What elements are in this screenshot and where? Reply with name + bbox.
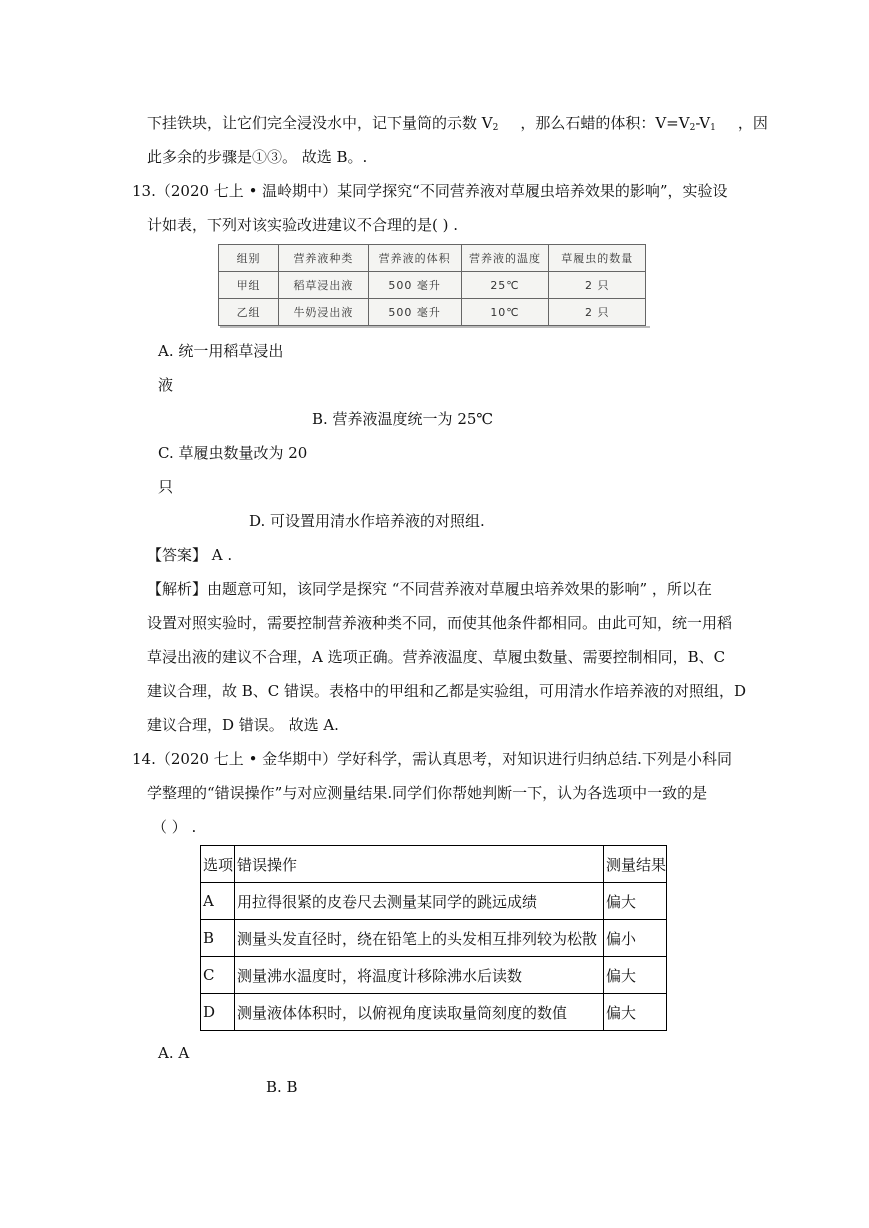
table-cell: 偏小: [603, 920, 666, 957]
option-b: B. 营养液温度统一为 25℃: [312, 410, 494, 428]
table-cell: 测量头发直径时，绕在铅笔上的头发相互排列较为松散: [234, 920, 603, 957]
table-cell: 2 只: [549, 299, 646, 326]
table-row: [201, 920, 667, 957]
table-cell: 500 毫升: [368, 272, 461, 299]
table-row: [201, 883, 667, 920]
subscript: 1: [710, 123, 716, 133]
table-cell: 500 毫升: [368, 299, 461, 326]
table-header-cell: 选项: [201, 846, 235, 883]
table-header-cell: 营养液种类: [279, 245, 369, 272]
question-14-stem: 14.（2020 七上 • 金华期中）学好科学，需认真思考，对知识进行归纳总结.下列是小科同: [132, 750, 732, 768]
question-14-stem-cont: 学整理的“错误操作”与对应测量结果.同学们你帮她判断一下，认为各选项中一致的是: [147, 784, 708, 802]
table-cell: 测量液体体积时，以俯视角度读取量筒刻度的数值: [234, 994, 603, 1031]
option-c: C. 草履虫数量改为 20: [158, 444, 308, 462]
table-header-cell: 组别: [219, 245, 279, 272]
table-header-cell: 营养液的体积: [368, 245, 461, 272]
experiment-table-image: [218, 244, 646, 326]
text-segment: -V: [695, 114, 711, 132]
table-cell: 偏大: [603, 883, 666, 920]
analysis-line: 【解析】由题意可知，该同学是探究 “不同营养液对草履虫培养效果的影响” ，所以在: [147, 580, 712, 598]
question-13-stem: 13.（2020 七上 • 温岭期中）某同学探究“不同营养液对草履虫培养效果的影响”，实验设: [132, 182, 728, 200]
analysis-line: 建议合理，D 错误。 故选 A.: [147, 716, 339, 734]
table-header-cell: 营养液的温度: [461, 245, 549, 272]
table-cell: C: [201, 957, 235, 994]
table-cell: A: [201, 883, 235, 920]
option-b: B. B: [266, 1078, 298, 1096]
analysis-line: 设置对照实验时，需要控制营养液种类不同，而使其他条件都相同。由此可知，统一用稻: [147, 614, 733, 632]
answer: 【答案】 A .: [147, 546, 233, 564]
table-header-row: [219, 245, 646, 272]
table-row: [201, 957, 667, 994]
table-header-cell: 测量结果: [603, 846, 666, 883]
analysis-line: 草浸出液的建议不合理，A 选项正确。营养液温度、草履虫数量、需要控制相同，B、C: [147, 648, 726, 666]
analysis-line: 建议合理，故 B、C 错误。表格中的甲组和乙都是实验组，可用清水作培养液的对照组，D: [147, 682, 747, 700]
option-c-cont: 只: [158, 478, 174, 496]
table-image-edge: [220, 326, 650, 328]
text-line: 此多余的步骤是①③。 故选 B。.: [147, 148, 368, 166]
table-header-row: [201, 846, 667, 883]
operation-table: [200, 845, 667, 1031]
question-14-blank: （ ） .: [152, 818, 197, 836]
table-cell: 稻草浸出液: [279, 272, 369, 299]
subscript: 2: [689, 123, 696, 133]
table-cell: 25℃: [461, 272, 549, 299]
table-cell: 甲组: [219, 272, 279, 299]
table-cell: 用拉得很紧的皮卷尺去测量某同学的跳远成绩: [234, 883, 603, 920]
option-d: D. 可设置用清水作培养液的对照组.: [249, 512, 485, 530]
table-row: [219, 272, 646, 299]
table-row: [219, 299, 646, 326]
table-header-cell: 错误操作: [234, 846, 603, 883]
table-row: [201, 994, 667, 1031]
text-segment: ，因: [737, 114, 768, 132]
table-cell: 10℃: [461, 299, 549, 326]
text-line: [147, 113, 768, 138]
table-cell: 偏大: [603, 994, 666, 1031]
table-cell: 乙组: [219, 299, 279, 326]
subscript: 2: [492, 123, 499, 133]
option-a: A. 统一用稻草浸出: [158, 342, 284, 360]
table-cell: D: [201, 994, 235, 1031]
table-cell: 偏大: [603, 957, 666, 994]
text-segment: ，那么石蜡的体积：V=V: [520, 114, 690, 132]
table-cell: 牛奶浸出液: [279, 299, 369, 326]
question-13-stem-cont: 计如表，下列对该实验改进建议不合理的是( ) .: [147, 216, 459, 234]
table-cell: B: [201, 920, 235, 957]
table-cell: 测量沸水温度时，将温度计移除沸水后读数: [234, 957, 603, 994]
text-segment: 下挂铁块，让它们完全浸没水中，记下量筒的示数 V: [147, 114, 493, 132]
option-a: A. A: [158, 1044, 190, 1062]
option-a-cont: 液: [158, 376, 174, 394]
table-header-cell: 草履虫的数量: [549, 245, 646, 272]
table-cell: 2 只: [549, 272, 646, 299]
